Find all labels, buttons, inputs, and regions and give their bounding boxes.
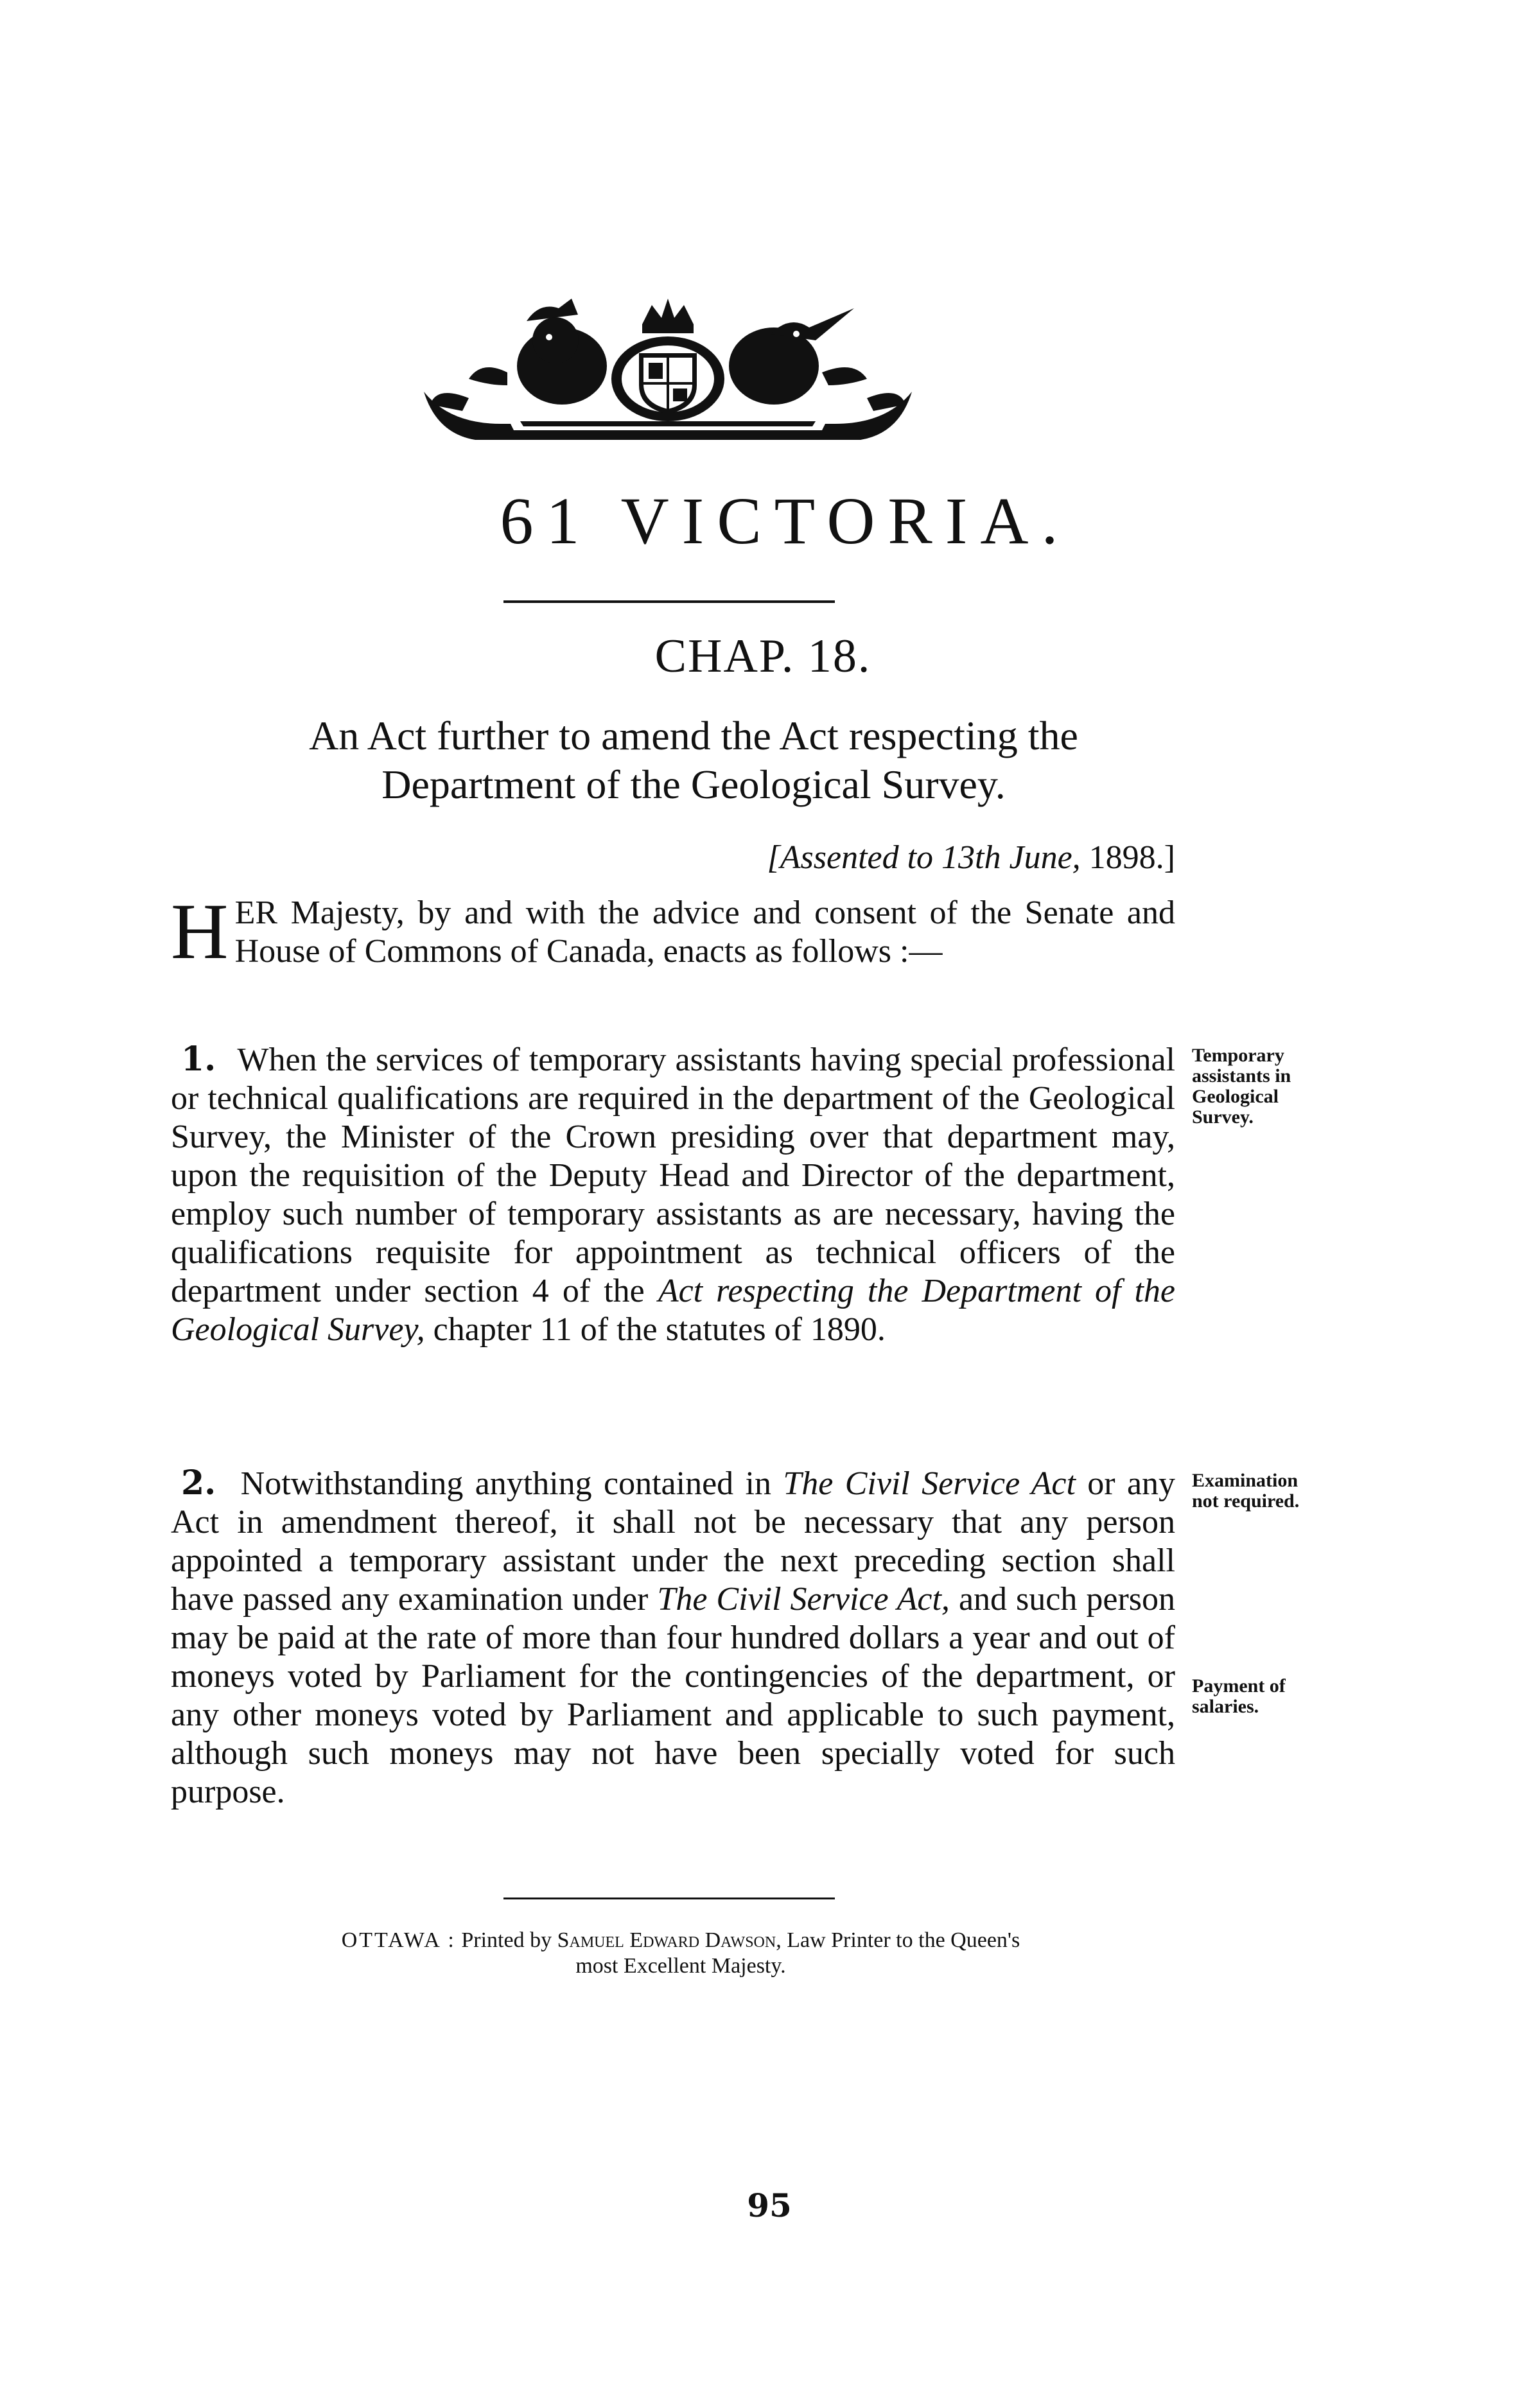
imprint-printer-title: Law Printer to the Queen's <box>787 1928 1020 1952</box>
act-title-line-2: Department of the Geological Survey. <box>381 762 1006 807</box>
marginal-note: Payment of salaries. <box>1192 1675 1286 1717</box>
printer-imprint <box>180 1928 1182 1979</box>
royal-arms-emblem <box>411 295 925 462</box>
section-text: and such person may be paid at the rate of more than four hundred dollars a year and out of moneys voted by Parliament for the contingencies of the department, or any other moneys voted by Parliament and applicable to such payment, although such moneys may not have been specially voted for such purpose. <box>171 1581 1176 1810</box>
act-title <box>193 711 1194 809</box>
marginal-note: Examination not required. <box>1192 1470 1300 1512</box>
section-1 <box>171 1040 1175 1349</box>
act-citation: Act respecting the Department of the Geological Survey, <box>171 1273 1175 1348</box>
imprint-city: OTTAWA : <box>341 1928 456 1952</box>
section-text: Notwithstanding anything contained in <box>240 1465 771 1502</box>
assent-year: 1898.] <box>1089 839 1175 876</box>
act-title-line-1: An Act further to amend the Act respecting the <box>309 713 1078 758</box>
assent-prefix: [Assented to 13th June, <box>767 839 1081 876</box>
imprint-line-2: most Excellent Majesty. <box>575 1954 786 1978</box>
drop-cap: H <box>171 887 229 975</box>
imprint-divider <box>503 1898 835 1899</box>
page-number: 95 <box>747 2186 792 2224</box>
heading-divider <box>503 600 835 603</box>
regnal-year-heading: 61 VICTORIA. <box>500 484 1071 558</box>
section-number: 1. <box>181 1040 216 1079</box>
section-2 <box>171 1464 1175 1811</box>
assent-date <box>642 841 1175 875</box>
act-citation: The Civil Service Act <box>783 1465 1076 1502</box>
act-citation: The Civil Service Act, <box>657 1581 950 1618</box>
section-text: or any Act in amendment thereof, it shall not be necessary that any person appointed a temporary assistant under the next preceding section shall have passed any examination under <box>171 1465 1176 1618</box>
imprint-printed-by: Printed by <box>461 1928 552 1952</box>
chapter-heading: CHAP. 18. <box>654 630 871 683</box>
imprint-printer-name: Samuel Edward Dawson, <box>557 1928 782 1952</box>
enacting-preamble <box>171 887 1175 975</box>
preamble-text: ER Majesty, by and with the advice and consent of the Senate and House of Commons of Canada, enacts as follows :— <box>234 894 1175 970</box>
section-text: When the services of temporary assistants having special professional or technical qualifications are required in the department of the Geological Survey, the Minister of the Crown presiding over that department may, upon the requisition of the Deputy Head and Director of the department, employ such number of temporary assistants as are necessary, having the qualifications requisite for appointment as technical officers of the department under section 4 of the <box>171 1042 1175 1309</box>
marginal-note: Temporary assistants in Geological Survey. <box>1192 1045 1291 1128</box>
section-number: 2. <box>181 1463 216 1503</box>
section-text: chapter 11 of the statutes of 1890. <box>433 1311 886 1348</box>
